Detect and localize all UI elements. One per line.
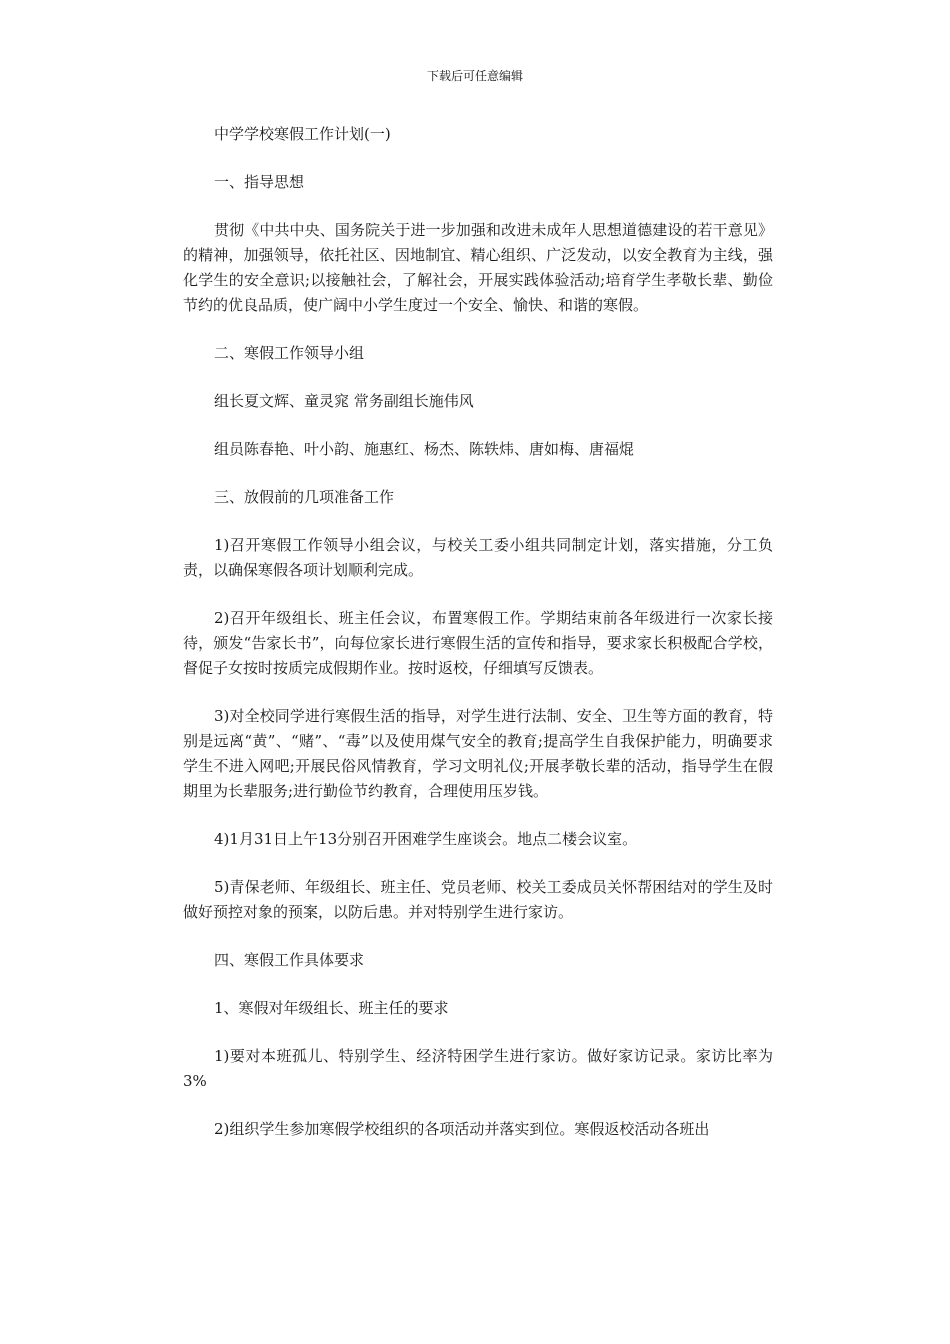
section-heading-1: 一、指导思想 — [214, 173, 305, 191]
paragraph: 1)召开寒假工作领导小组会议，与校关工委小组共同制定计划，落实措施，分工负责，以确保寒假各项计划顺利完成。 — [183, 536, 773, 579]
section-heading-2: 二、寒假工作领导小组 — [214, 344, 365, 362]
paragraph: 组长夏文辉、童灵窕 常务副组长施伟风 — [214, 392, 474, 410]
subsection-heading: 1、寒假对年级组长、班主任的要求 — [214, 999, 449, 1017]
section-heading-4: 四、寒假工作具体要求 — [214, 951, 365, 969]
paragraph: 5)青保老师、年级组长、班主任、党员老师、校关工委成员关怀帮困结对的学生及时做好预控对象的预案，以防后患。并对特别学生进行家访。 — [183, 878, 773, 921]
document-body — [183, 122, 773, 1142]
paragraph: 4)1月31日上午13分别召开困难学生座谈会。地点二楼会议室。 — [214, 830, 638, 848]
paragraph: 2)召开年级组长、班主任会议，布置寒假工作。学期结束前各年级进行一次家长接待，颁发“告家长书”，向每位家长进行寒假生活的宣传和指导，要求家长积极配合学校，督促子女按时按质完成假期作业。按时返校，仔细填写反馈表。 — [183, 609, 773, 677]
paragraph: 2)组织学生参加寒假学校组织的各项活动并落实到位。寒假返校活动各班出 — [214, 1120, 710, 1138]
page-header: 下载后可任意编辑 — [426, 69, 523, 83]
paragraph: 贯彻《中共中央、国务院关于进一步加强和改进未成年人思想道德建设的若干意见》的精神，加强领导，依托社区、因地制宜、精心组织、广泛发动，以安全教育为主线，强化学生的安全意识;以接触社会，了解社会，开展实践体验活动;培育学生孝敬长辈、勤俭节约的优良品质，使广阔中小学生度过一个安全、愉快、和谐的寒假。 — [183, 221, 773, 314]
paragraph: 组员陈春艳、叶小韵、施惠红、杨杰、陈轶炜、唐如梅、唐福焜 — [214, 440, 635, 458]
document-title: 中学学校寒假工作计划(一) — [214, 125, 391, 143]
paragraph: 1)要对本班孤儿、特别学生、经济特困学生进行家访。做好家访记录。家访比率为3% — [183, 1047, 773, 1090]
section-heading-3: 三、放假前的几项准备工作 — [214, 488, 395, 506]
paragraph: 3)对全校同学进行寒假生活的指导，对学生进行法制、安全、卫生等方面的教育，特别是远离“黄”、“赌”、“毒”以及使用煤气安全的教育;提高学生自我保护能力，明确要求学生不进入网吧;开展民俗风情教育，学习文明礼仪;开展孝敬长辈的活动，指导学生在假期里为长辈服务;进行勤俭节约教育，合理使用压岁钱。 — [183, 707, 773, 800]
